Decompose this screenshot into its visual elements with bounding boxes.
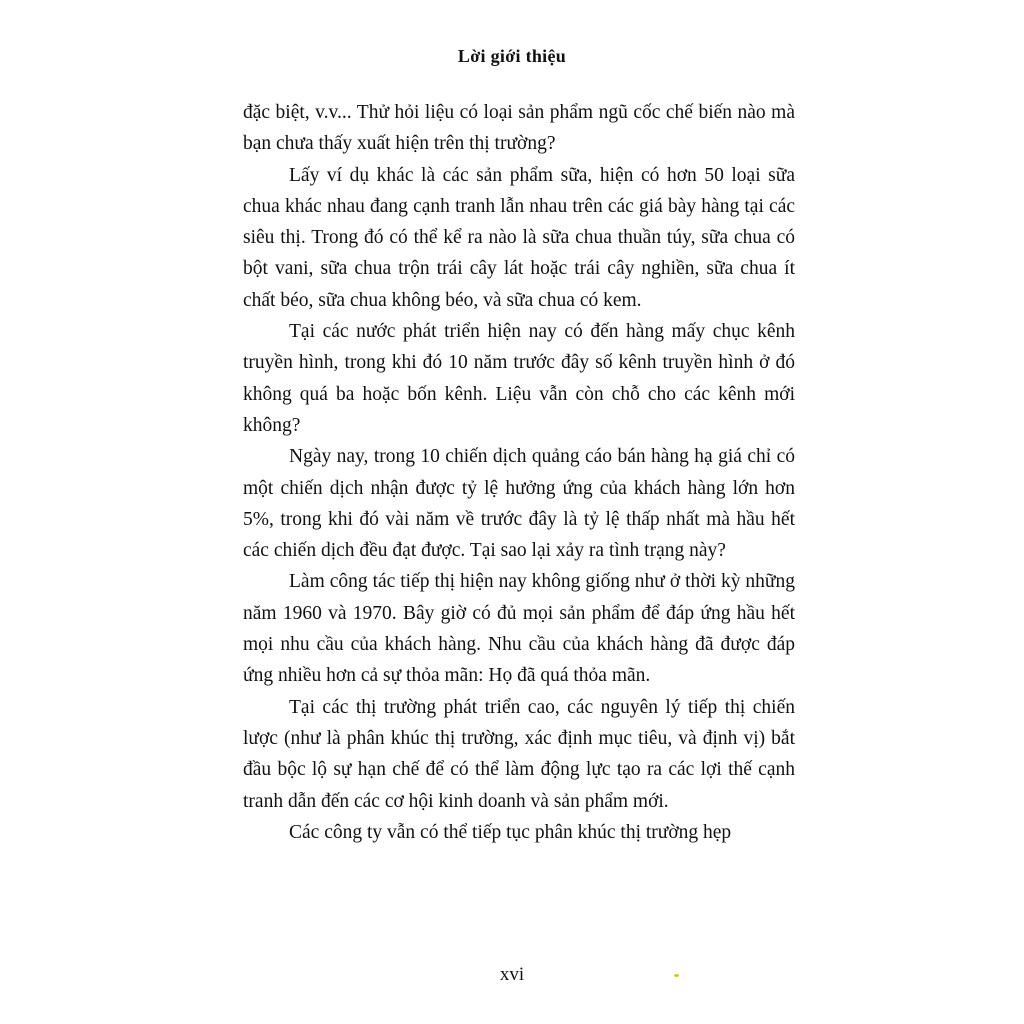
paragraph: đặc biệt, v.v... Thử hỏi liệu có loại sản phẩm ngũ cốc chế biến nào mà bạn chưa thấy xuất hiện trên thị trường? — [243, 102, 795, 155]
paragraph: Làm công tác tiếp thị hiện nay không giống như ở thời kỳ những năm 1960 và 1970. Bây giờ có đủ mọi sản phẩm để đáp ứng hầu hết mọi nhu cầu của khách hàng. Nhu cầu của khách hàng đã được đáp ứng nhiều hơn cả sự thỏa mãn: Họ đã quá thỏa mãn. — [243, 571, 795, 687]
page-number: xvi — [499, 964, 525, 985]
paragraph: Các công ty vẫn có thể tiếp tục phân khúc thị trường hẹp — [289, 821, 732, 843]
paragraph: Lấy ví dụ khác là các sản phẩm sữa, hiện có hơn 50 loại sữa chua khác nhau đang cạnh tranh lẫn nhau trên các giá bày hàng tại các siêu thị. Trong đó có thể kể ra nào là sữa chua thuần túy, sữa chua có bột vani, sữa chua trộn trái cây lát hoặc trái cây nghiền, sữa chua ít chất béo, sữa chua không béo, và sữa chua có kem. — [243, 164, 795, 311]
running-header: Lời giới thiệu — [457, 46, 567, 66]
print-speck — [674, 974, 679, 977]
paragraph: Tại các thị trường phát triển cao, các nguyên lý tiếp thị chiến lược (như là phân khúc thị trường, xác định mục tiêu, và định vị) bắt đầu bộc lộ sự hạn chế để có thể làm động lực tạo ra các lợi thế cạnh tranh dẫn đến các cơ hội kinh doanh và sản phẩm mới. — [243, 696, 795, 812]
paragraph: Tại các nước phát triển hiện nay có đến hàng mấy chục kênh truyền hình, trong khi đó 10 năm trước đây số kênh truyền hình ở đó không quá ba hoặc bốn kênh. Liệu vẫn còn chỗ cho các kênh mới không? — [243, 321, 795, 436]
paragraph: Ngày nay, trong 10 chiến dịch quảng cáo bán hàng hạ giá chỉ có một chiến dịch nhận được tỷ lệ hưởng ứng của khách hàng lớn hơn 5%, trong khi đó vài năm về trước đây là tỷ lệ thấp nhất mà hầu hết các chiến dịch đều đạt được. Tại sao lại xảy ra tình trạng này? — [243, 446, 795, 562]
body-text — [243, 97, 795, 848]
